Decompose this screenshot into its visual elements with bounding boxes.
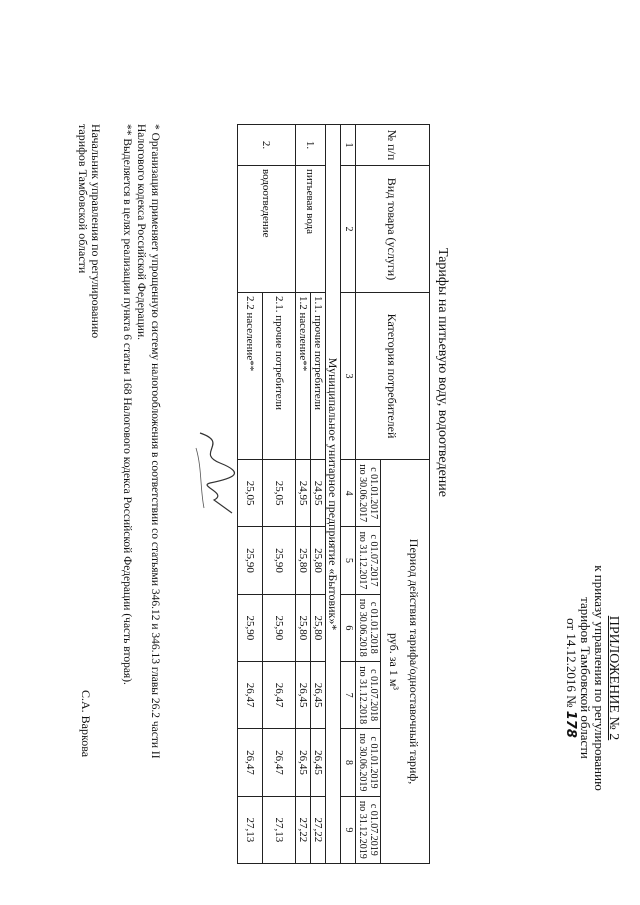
- row-1-2-value: 25,80: [296, 594, 311, 661]
- organization-row: [326, 125, 341, 864]
- footnote-1-continued: Налогового кодекса Российской Федерации.: [135, 124, 147, 340]
- col-index-3: 3: [341, 293, 356, 460]
- header-product: Вид товара (услуги): [356, 166, 430, 293]
- row-1-num: 1.: [296, 125, 326, 166]
- appendix-title: ПРИЛОЖЕНИЕ № 2: [606, 615, 621, 741]
- tariff-table: [237, 124, 430, 864]
- period-3: [356, 594, 381, 661]
- row-2-1-value: 25,90: [263, 527, 296, 594]
- header-num: № п/п: [356, 125, 430, 166]
- table-row: [311, 125, 326, 864]
- footnote-1: * Организация применяет упрощенную систему налогообложения в соответствии со статьями 346.12 и 346.13 главы 26.2 части II: [149, 124, 161, 759]
- row-1-2-value: 24,95: [296, 460, 311, 527]
- period-3-from: с 01.01.2018: [368, 601, 379, 654]
- row-2-2-value: 26,47: [238, 729, 263, 796]
- period-1-from: с 01.01.2017: [368, 467, 379, 520]
- table-row: [263, 125, 296, 864]
- row-1-2-value: 26,45: [296, 661, 311, 728]
- column-index-row: [341, 125, 356, 864]
- document-title: Тарифы на питьевую воду, водоотведение: [435, 248, 450, 497]
- period-6: [356, 796, 381, 863]
- col-index-8: 8: [341, 729, 356, 796]
- header-category: Категория потребителей: [356, 293, 430, 460]
- row-2-2-value: 25,90: [238, 594, 263, 661]
- row-2-2-value: 27,13: [238, 796, 263, 863]
- header-period: [381, 460, 430, 864]
- col-index-7: 7: [341, 661, 356, 728]
- footnotes: [120, 124, 162, 864]
- period-2: [356, 527, 381, 594]
- row-2-1-value: 26,47: [263, 729, 296, 796]
- row-2-2-value: 25,05: [238, 460, 263, 527]
- row-1-1-value: 25,80: [311, 527, 326, 594]
- signer-position-line-2: тарифов Тамбовской области: [76, 124, 90, 274]
- period-6-from: с 01.07.2019: [368, 803, 379, 856]
- header-period-unit: руб. за 1 м³: [387, 632, 401, 691]
- row-1-1-value: 25,80: [311, 594, 326, 661]
- footnote-2: ** Выделяется в целях реализации пункта 6 статьи 168 Налогового кодекса Российской Федерации (часть вторая).: [121, 124, 133, 685]
- col-index-9: 9: [341, 796, 356, 863]
- row-2-2-value: 25,90: [238, 527, 263, 594]
- period-5: [356, 729, 381, 796]
- period-5-from: с 01.01.2019: [368, 736, 379, 789]
- row-1-product: питьевая вода: [296, 166, 326, 293]
- row-1-1-value: 26,45: [311, 661, 326, 728]
- row-2-1-value: 26,47: [263, 661, 296, 728]
- signer-position: [76, 124, 102, 338]
- row-2-product: водоотведение: [238, 166, 296, 293]
- period-4: [356, 661, 381, 728]
- period-1: [356, 460, 381, 527]
- row-2-1-value: 25,05: [263, 460, 296, 527]
- period-6-to: по 31.12.2019: [357, 800, 368, 859]
- order-number-handwritten: 178: [563, 710, 578, 738]
- period-5-to: по 30.06.2019: [357, 733, 368, 792]
- period-1-to: по 30.06.2017: [357, 464, 368, 523]
- organization-name: Муниципальное унитарное предприятие «Бытовик»*: [326, 125, 341, 864]
- row-2-2-category: 2.2 население**: [238, 293, 263, 460]
- row-1-1-value: 24,95: [311, 460, 326, 527]
- row-2-2-value: 26,47: [238, 661, 263, 728]
- rotated-content: [20, 28, 620, 888]
- signer-name: С.А. Варкова: [79, 690, 93, 758]
- appendix-line-1: к приказу управления по регулированию: [592, 565, 607, 791]
- period-4-to: по 31.12.2018: [357, 666, 368, 725]
- row-1-1-value: 27,22: [311, 796, 326, 863]
- table-header-row: [381, 125, 430, 864]
- row-2-1-value: 27,13: [263, 796, 296, 863]
- row-2-1-value: 25,90: [263, 594, 296, 661]
- row-1-2-value: 25,80: [296, 527, 311, 594]
- appendix-line-2: тарифов Тамбовской области: [578, 597, 593, 759]
- col-index-4: 4: [341, 460, 356, 527]
- appendix-line-3: [563, 498, 578, 858]
- row-1-2-category: 1.2 население**: [296, 293, 311, 460]
- col-index-6: 6: [341, 594, 356, 661]
- col-index-5: 5: [341, 527, 356, 594]
- row-1-1-value: 26,45: [311, 729, 326, 796]
- col-index-2: 2: [341, 166, 356, 293]
- row-1-2-value: 27,22: [296, 796, 311, 863]
- appendix-date: от 14.12.2016 №: [564, 618, 579, 708]
- signer-position-line-1: Начальник управления по регулированию: [89, 124, 103, 339]
- period-4-from: с 01.07.2018: [368, 669, 379, 722]
- header-period-title: Период действия тарифа/одноставочный тариф,: [407, 538, 421, 785]
- period-2-from: с 01.07.2017: [368, 534, 379, 587]
- handwritten-signature: [185, 428, 240, 518]
- appendix-header: [563, 498, 620, 858]
- row-1-1-category: 1.1. прочие потребители: [311, 293, 326, 460]
- period-3-to: по 30.06.2018: [357, 598, 368, 657]
- signature-stroke: [190, 428, 240, 518]
- col-index-1: 1: [341, 125, 356, 166]
- row-2-1-category: 2.1. прочие потребители: [263, 293, 296, 460]
- row-2-num: 2.: [238, 125, 296, 166]
- row-1-2-value: 26,45: [296, 729, 311, 796]
- period-2-to: по 31.12.2017: [357, 531, 368, 590]
